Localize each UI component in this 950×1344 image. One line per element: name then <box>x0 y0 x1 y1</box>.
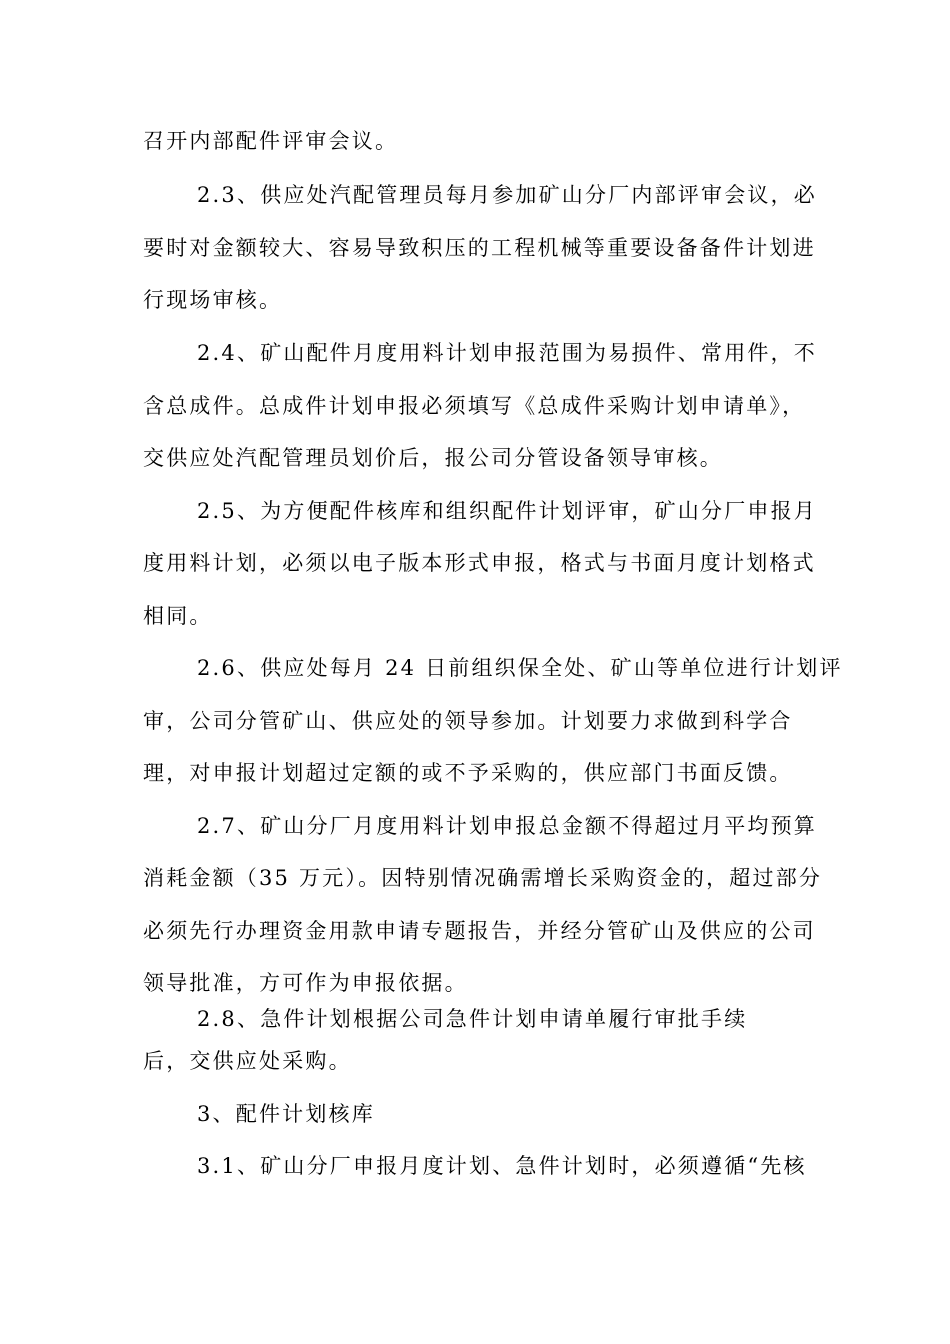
paragraph-2-3-line: 2.3、供应处汽配管理员每月参加矿山分厂内部评审会议，必 <box>197 183 817 207</box>
body-line: 要时对金额较大、容易导致积压的工程机械等重要设备备件计划进 <box>143 236 816 260</box>
body-line: 交供应处汽配管理员划价后，报公司分管设备领导审核。 <box>143 446 723 470</box>
section-heading-3: 3、配件计划核库 <box>197 1102 375 1126</box>
body-line: 审，公司分管矿山、供应处的领导参加。计划要力求做到科学合 <box>143 709 793 733</box>
paragraph-2-5-line: 2.5、为方便配件核库和组织配件计划评审，矿山分厂申报月 <box>197 499 817 523</box>
body-line: 召开内部配件评审会议。 <box>143 129 399 153</box>
body-line: 相同。 <box>143 604 213 628</box>
body-line: 领导批准，方可作为申报依据。 <box>143 971 468 995</box>
body-line: 必须先行办理资金用款申请专题报告，并经分管矿山及供应的公司 <box>143 919 816 943</box>
body-line: 理，对申报计划超过定额的或不予采购的，供应部门书面反馈。 <box>143 761 793 785</box>
body-line: 后，交供应处采购。 <box>143 1049 352 1073</box>
paragraph-2-6-line: 2.6、供应处每月 24 日前组织保全处、矿山等单位进行计划评 <box>197 656 843 680</box>
body-line: 行现场审核。 <box>143 288 283 312</box>
paragraph-2-7-line: 2.7、矿山分厂月度用料计划申报总金额不得超过月平均预算 <box>197 814 817 838</box>
paragraph-3-1-line: 3.1、矿山分厂申报月度计划、急件计划时，必须遵循“先核 <box>197 1154 807 1178</box>
body-line: 含总成件。总成件计划申报必须填写《总成件采购计划申请单》， <box>143 394 806 418</box>
body-line: 消耗金额（35 万元）。因特别情况确需增长采购资金的，超过部分 <box>143 866 823 890</box>
paragraph-2-4-line: 2.4、矿山配件月度用料计划申报范围为易损件、常用件，不 <box>197 341 817 365</box>
body-line: 度用料计划，必须以电子版本形式申报，格式与书面月度计划格式 <box>143 551 816 575</box>
paragraph-2-8-line: 2.8、急件计划根据公司急件计划申请单履行审批手续 <box>197 1007 748 1031</box>
